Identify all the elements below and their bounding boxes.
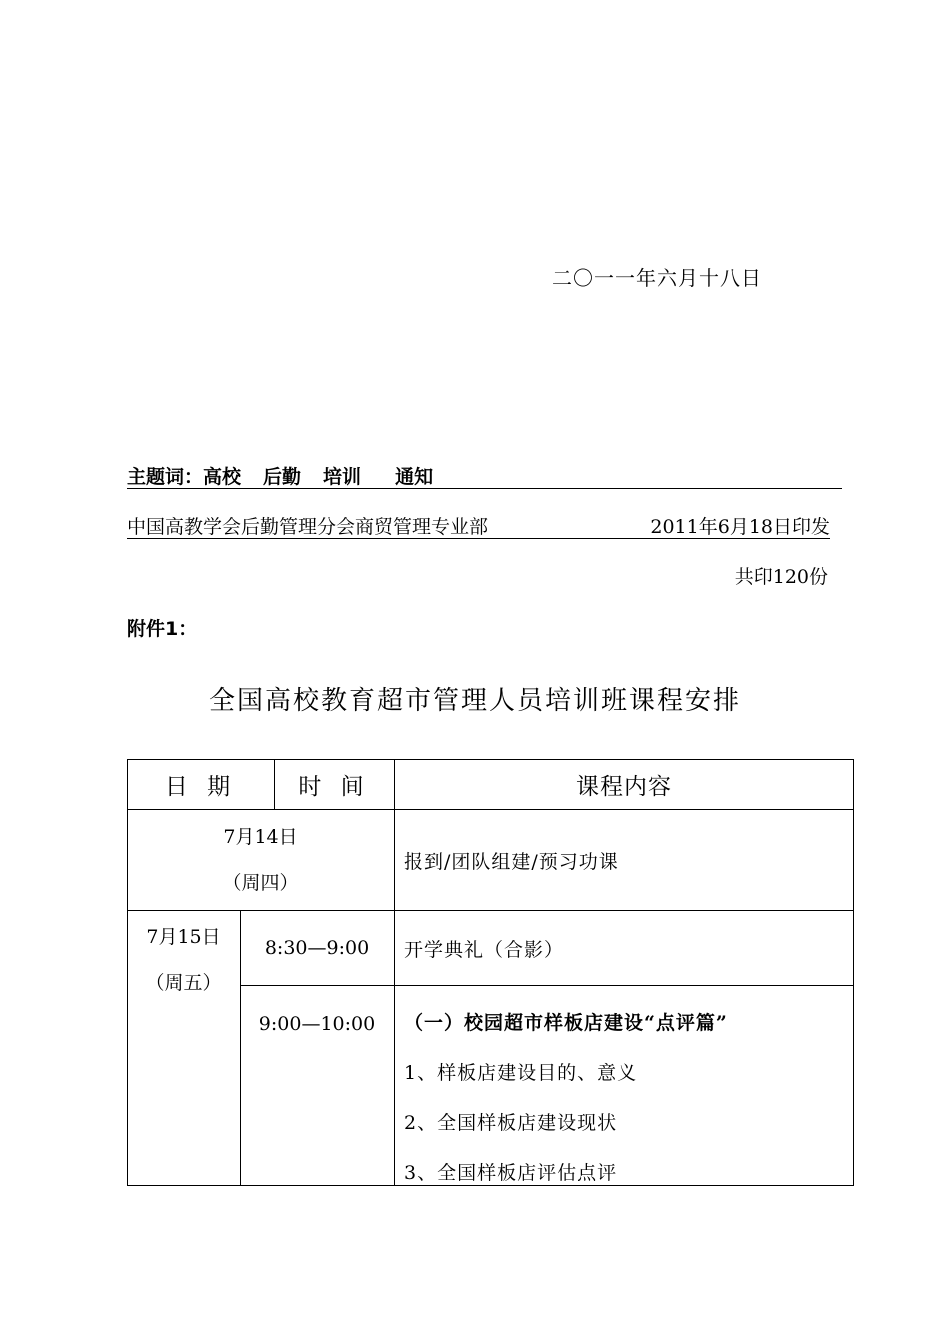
session2-heading: （一）校园超市样板店建设“点评篇” bbox=[404, 1012, 728, 1034]
schedule-table bbox=[127, 759, 854, 1186]
day2-weekday: （周五） bbox=[145, 972, 222, 994]
day1-content: 报到/团队组建/预习功课 bbox=[404, 850, 619, 873]
keywords-label: 主题词： bbox=[127, 466, 204, 488]
print-date: 2011年6月18日印发 bbox=[650, 516, 830, 538]
keywords-line bbox=[127, 462, 842, 489]
keyword-term: 后勤 bbox=[263, 466, 302, 488]
session2-content bbox=[394, 986, 854, 1185]
session2-item: 2、全国样板店建设现状 bbox=[404, 1112, 618, 1134]
day2-date-cell bbox=[127, 914, 240, 1010]
session2-item: 1、样板店建设目的、意义 bbox=[404, 1062, 638, 1084]
keyword-term: 培训 bbox=[323, 466, 362, 488]
day1-weekday: （周四） bbox=[222, 872, 299, 894]
session1-time: 8:30—9:00 bbox=[264, 937, 370, 959]
issue-date: 二〇一一年六月十八日 bbox=[552, 266, 762, 290]
header-content: 课程内容 bbox=[576, 773, 672, 800]
day1-date-cell bbox=[127, 812, 394, 908]
session1-content: 开学典礼（合影） bbox=[404, 938, 565, 961]
schedule-title: 全国高校教育超市管理人员培训班课程安排 bbox=[208, 686, 741, 716]
issuer-line bbox=[127, 512, 830, 539]
day2-date: 7月15日 bbox=[146, 926, 221, 948]
session2-time: 9:00—10:00 bbox=[258, 1013, 376, 1035]
attachment-label: 附件1： bbox=[127, 618, 198, 640]
issuer-name: 中国高教学会后勤管理分会商贸管理专业部 bbox=[127, 516, 489, 538]
keyword-term: 通知 bbox=[395, 466, 434, 488]
day1-date: 7月14日 bbox=[223, 826, 298, 848]
session2-item: 3、全国样板店评估点评 bbox=[404, 1162, 618, 1184]
keyword-term: 高校 bbox=[203, 466, 242, 488]
print-copies: 共印120份 bbox=[734, 566, 828, 588]
header-date: 日 期 bbox=[164, 773, 237, 800]
header-time: 时 间 bbox=[298, 773, 370, 800]
